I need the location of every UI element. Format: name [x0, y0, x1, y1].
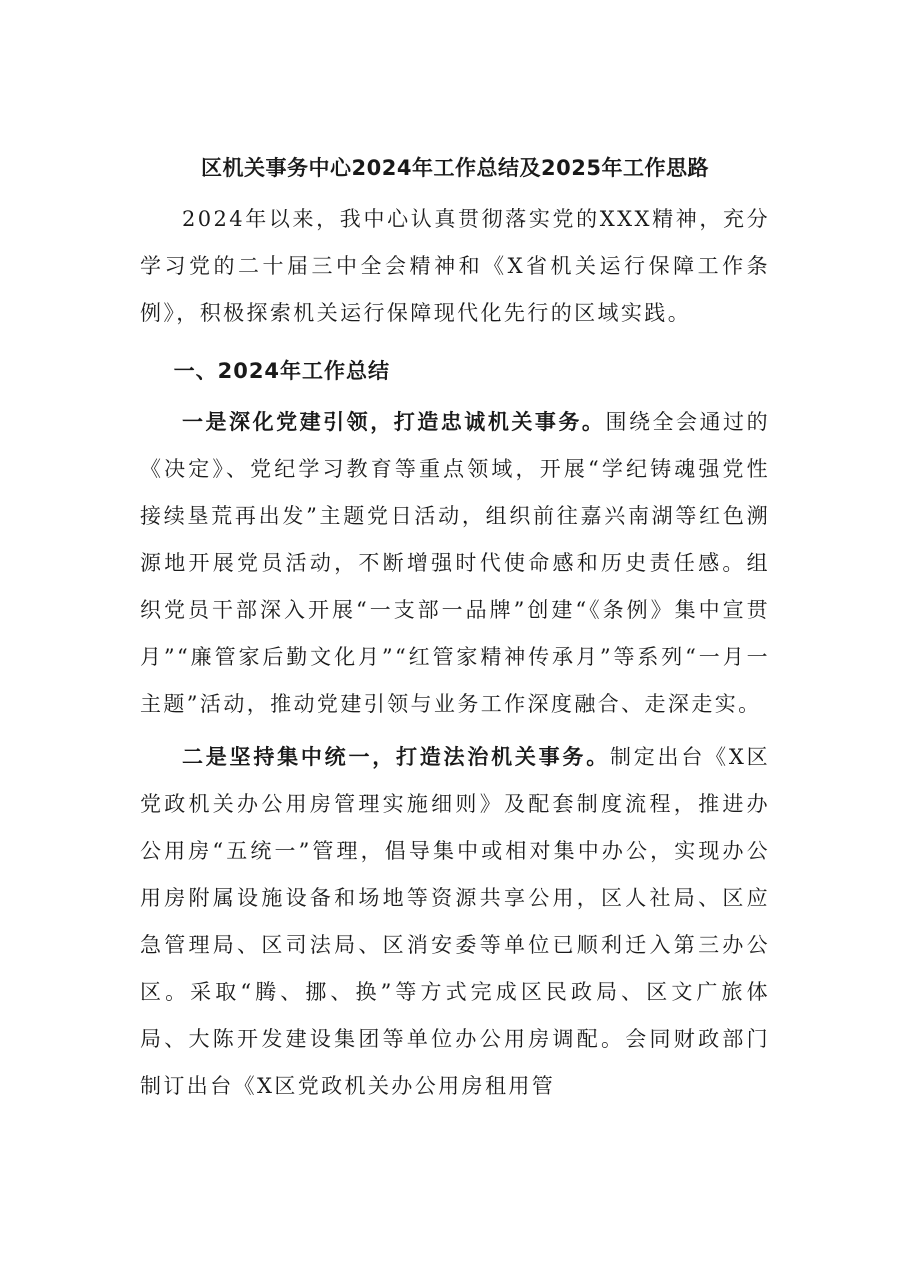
item-1-body: 围绕全会通过的《决定》、党纪学习教育等重点领域，开展“学纪铸魂强党性接续垦荒再出发”主题党日活动，组织前往嘉兴南湖等红色溯源地开展党员活动，不断增强时代使命感和历史责任感。组织党员干部深入开展“一支部一品牌”创建“《条例》集中宣贯月”“廉管家后勤文化月”“红管家精神传承月”等系列“一月一主题”活动，推动党建引领与业务工作深度融合、走深走实。	[140, 410, 770, 716]
intro-paragraph: 2024年以来，我中心认真贯彻落实党的XXX精神，充分学习党的二十届三中全会精神和《X省机关运行保障工作条例》，积极探索机关运行保障现代化先行的区域实践。	[140, 207, 770, 325]
document-body	[140, 140, 770, 1110]
item-2-lead: 二是坚持集中统一，打造法治机关事务。	[182, 745, 610, 769]
paragraph-item-1	[140, 399, 770, 728]
section-heading-1: 一、2024年工作总结	[173, 359, 391, 383]
document-title: 区机关事务中心2024年工作总结及2025年工作思路	[201, 156, 709, 180]
paragraph-item-2	[140, 734, 770, 1110]
item-2-body: 制定出台《X区党政机关办公用房管理实施细则》及配套制度流程，推进办公用房“五统一”管理，倡导集中或相对集中办公，实现办公用房附属设施设备和场地等资源共享公用，区人社局、区应急管理局、区司法局、区消安委等单位已顺利迁入第三办公区。采取“腾、挪、换”等方式完成区民政局、区文广旅体局、大陈开发建设集团等单位办公用房调配。会同财政部门制订出台《X区党政机关办公用房租用管	[140, 745, 770, 1098]
item-1-lead: 一是深化党建引领，打造忠诚机关事务。	[182, 410, 606, 434]
